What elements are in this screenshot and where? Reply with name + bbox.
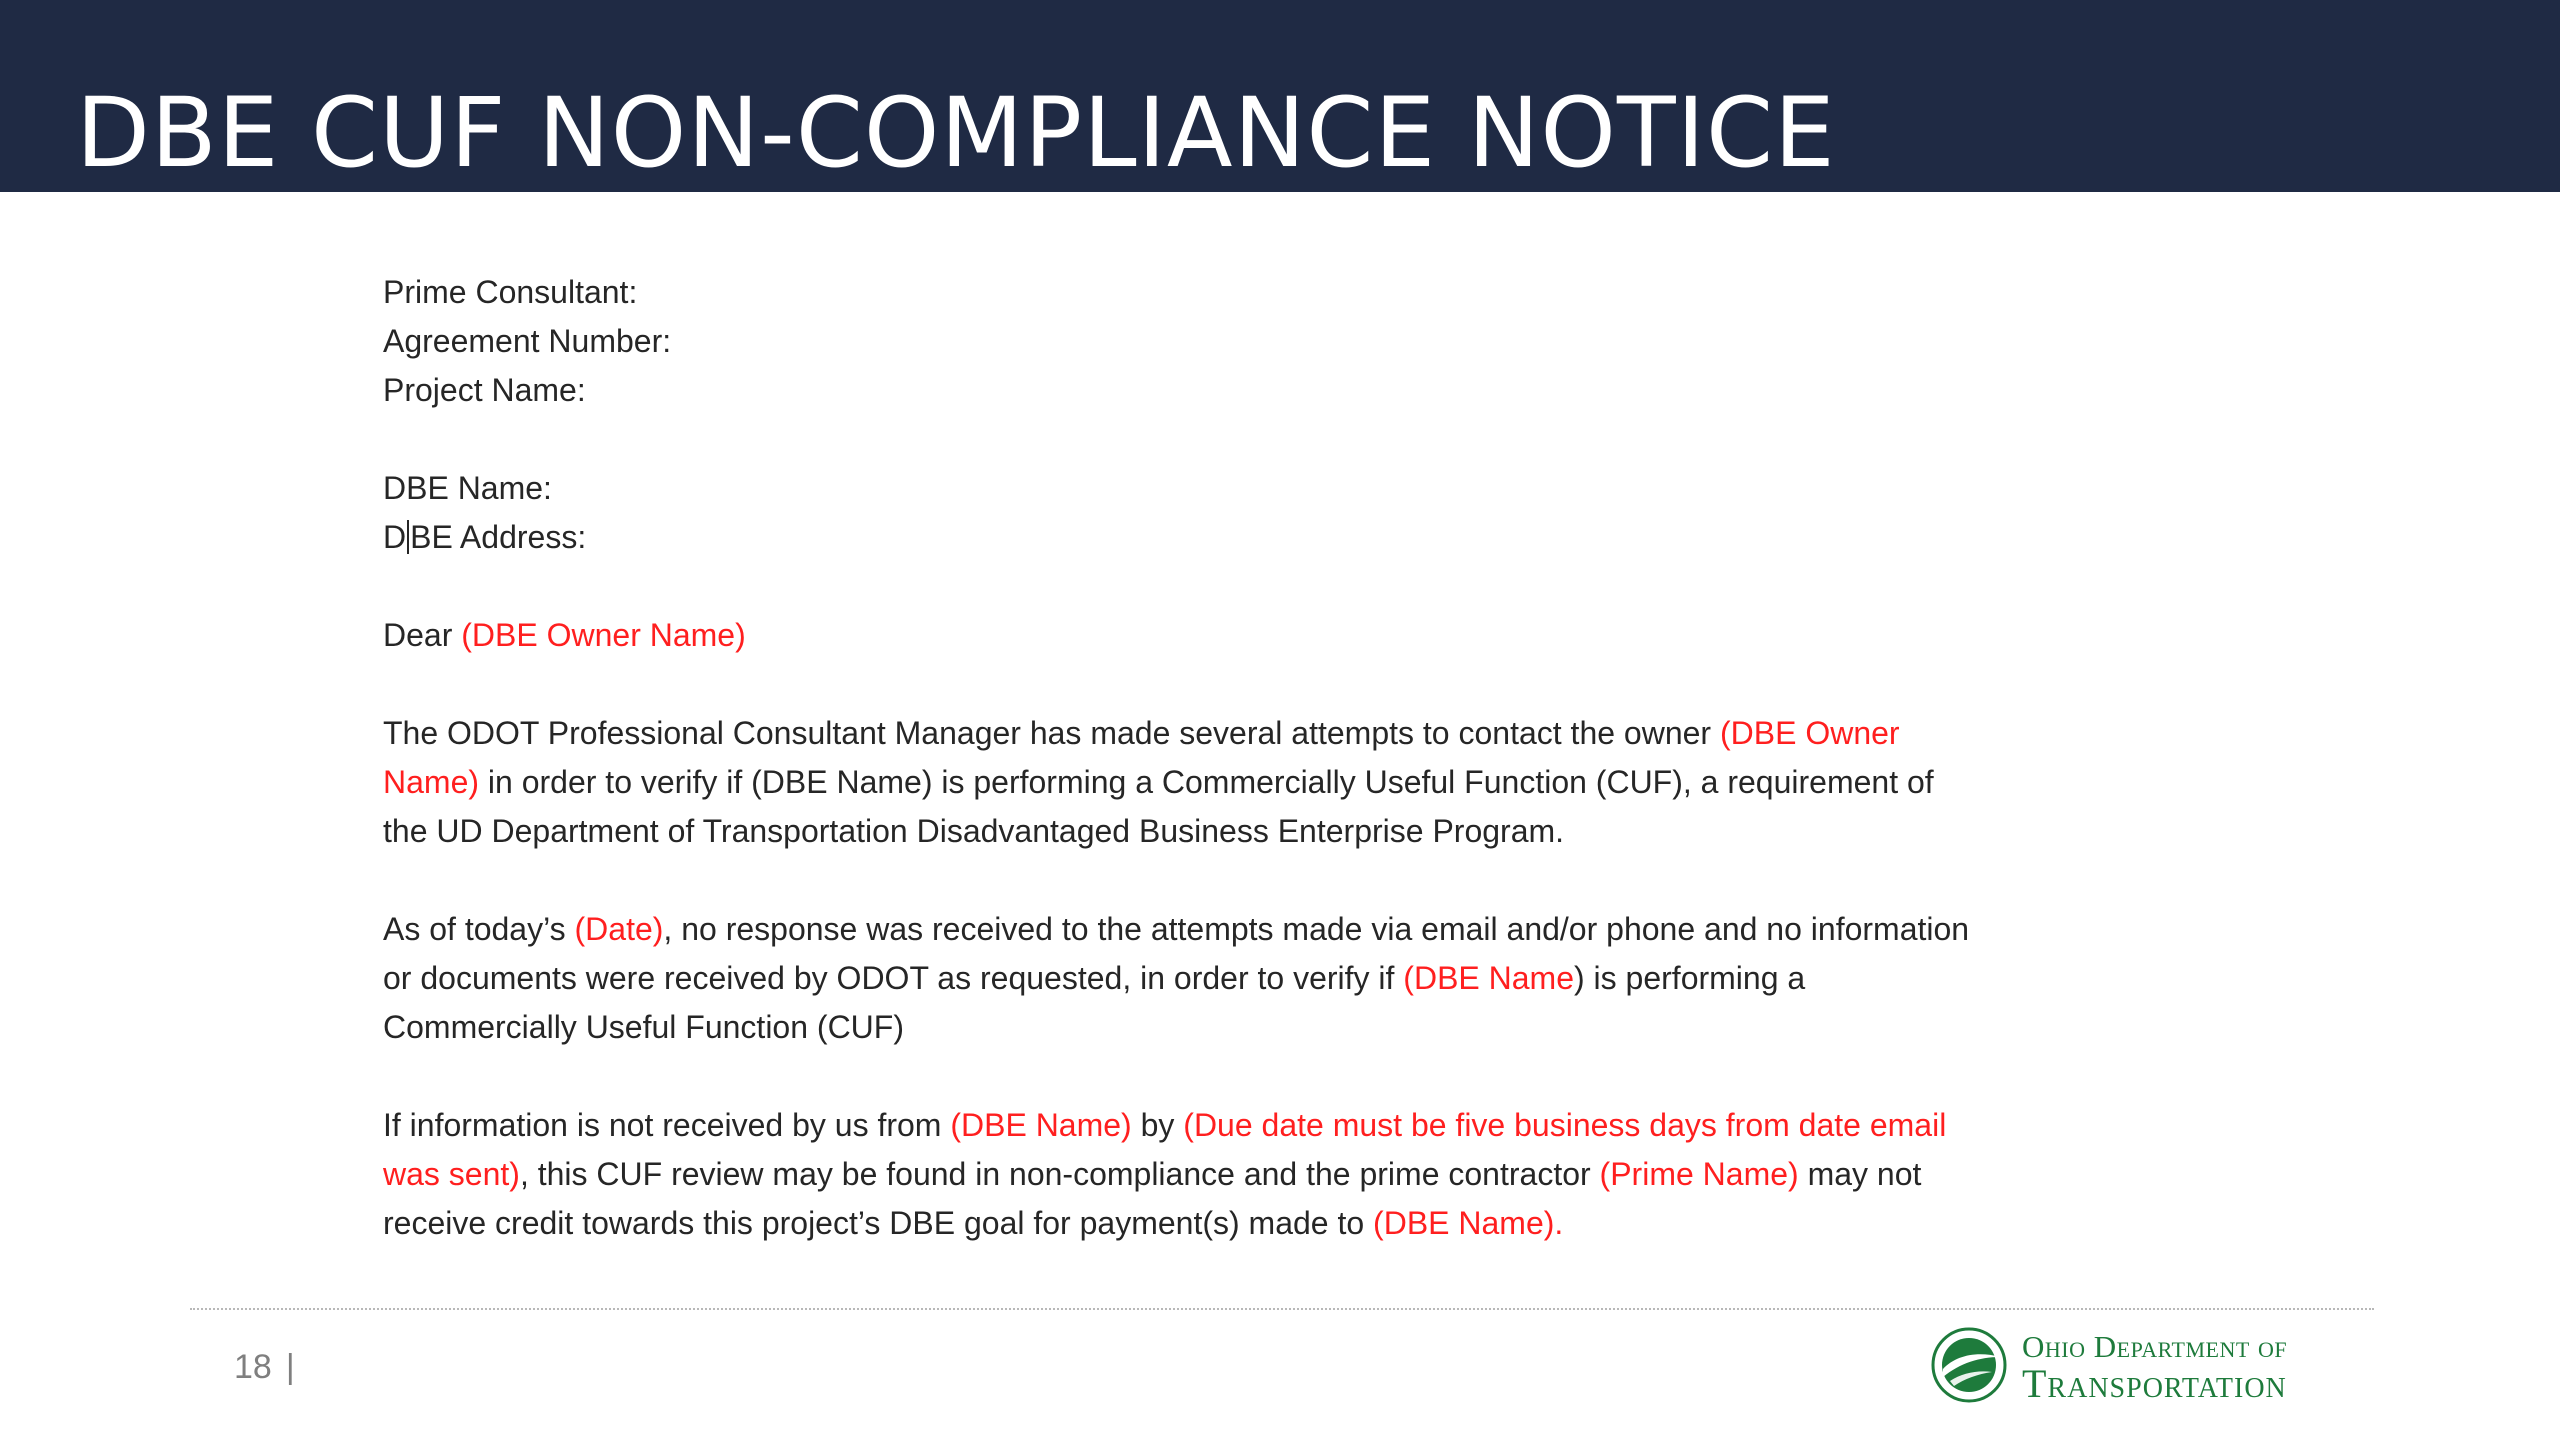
placeholder-dbe-owner-name: (DBE Owner Name) — [383, 715, 1900, 800]
paragraph-contact-attempts — [383, 709, 1983, 856]
project-name-field: Project Name: — [383, 372, 586, 408]
page-number-value: 18 — [234, 1348, 272, 1386]
salutation-prefix: Dear — [383, 617, 462, 653]
paragraph-text: If information is not received by us from — [383, 1107, 951, 1143]
placeholder-date: (Date) — [574, 911, 664, 947]
placeholder-dbe-owner-name: (DBE Owner Name) — [461, 617, 746, 653]
spacer — [383, 660, 1983, 709]
logo-line-1: Ohio Department of — [2022, 1329, 2288, 1364]
placeholder-dbe-name: (DBE Name). — [1373, 1205, 1564, 1241]
paragraph-text: in order to verify if (DBE Name) is performing a Commercially Useful Function (CUF), a requirement of the UD Department of Transportation Disadvantaged Business Enterprise Program. — [383, 764, 1934, 849]
dbe-address-text-end: BE Address: — [410, 519, 587, 555]
placeholder-dbe-name: (DBE Name — [1403, 960, 1574, 996]
salutation — [383, 611, 1983, 660]
paragraph-non-compliance — [383, 1101, 1983, 1248]
spacer — [383, 415, 1983, 464]
page-number — [234, 1347, 295, 1387]
notice-letter — [383, 268, 1983, 1248]
logo-line-2: Transportation — [2022, 1361, 2287, 1406]
prime-consultant-field: Prime Consultant: — [383, 274, 638, 310]
page-number-separator: | — [285, 1348, 295, 1386]
odot-logo-icon — [1930, 1326, 2008, 1404]
spacer — [383, 856, 1983, 905]
text-cursor — [407, 520, 409, 554]
dbe-name-field: DBE Name: — [383, 470, 552, 506]
spacer — [383, 562, 1983, 611]
paragraph-text: , no response was received to the attempts made via email and/or phone and no information or documents were received by ODOT as requested, in order to verify if — [383, 911, 1970, 996]
placeholder-prime-name: (Prime Name) — [1599, 1156, 1799, 1192]
placeholder-dbe-name: (DBE Name) — [950, 1107, 1132, 1143]
paragraph-text: , this CUF review may be found in non-compliance and the prime contractor — [519, 1156, 1600, 1192]
footer-divider — [190, 1308, 2374, 1310]
paragraph-text: The ODOT Professional Consultant Manager has made several attempts to contact the owner — [383, 715, 1720, 751]
placeholder-due-date: (Due date must be five business days from date email was sent) — [383, 1107, 1947, 1192]
odot-logo-text — [2022, 1330, 2287, 1404]
spacer — [383, 1052, 1983, 1101]
agreement-number-field: Agreement Number: — [383, 323, 672, 359]
odot-logo — [1930, 1326, 2380, 1406]
paragraph-text: As of today’s — [383, 911, 575, 947]
paragraph-no-response — [383, 905, 1983, 1052]
slide-title: DBE CUF NON-COMPLIANCE NOTICE — [76, 77, 1836, 189]
dbe-address-text-start: D — [383, 519, 407, 555]
dbe-address-field[interactable] — [383, 513, 1983, 562]
paragraph-text: may not receive credit towards this project’s DBE goal for payment(s) made to — [383, 1156, 1922, 1241]
paragraph-text: ) is performing a Commercially Useful Function (CUF) — [383, 960, 1806, 1045]
header-band — [0, 0, 2560, 192]
paragraph-text: by — [1131, 1107, 1184, 1143]
